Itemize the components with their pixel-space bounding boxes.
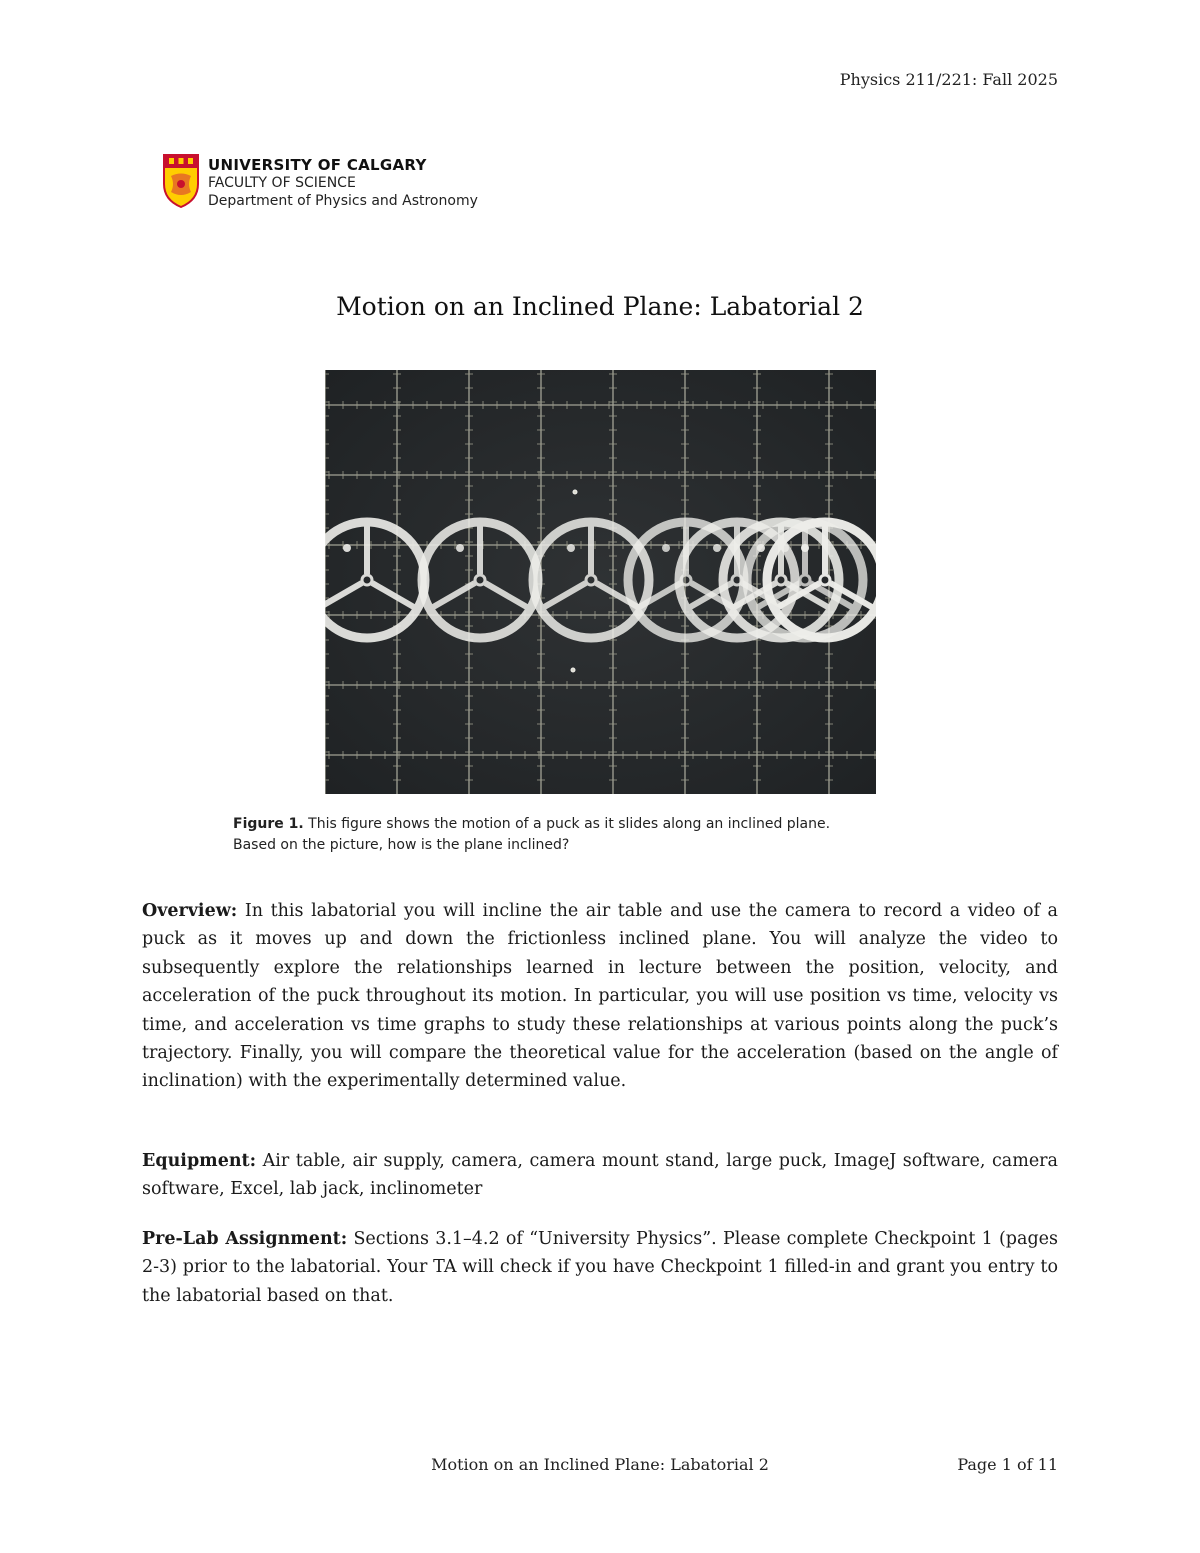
prelab-section xyxy=(142,1225,1058,1310)
overview-label: Overview: xyxy=(142,901,238,921)
page-number: Page 1 of 11 xyxy=(957,1455,1058,1474)
puck-motion-photo xyxy=(325,370,876,794)
overview-text: In this labatorial you will incline the air table and use the camera to record a video of a puck as it moves up and down the frictionless inclined plane. You will analyze the video to subsequently explore the relationships learned in lecture between the position, velocity, and acceleration of the puck throughout its motion. In particular, you will use position vs time, velocity vs time, and acceleration vs time graphs to study these relationships at various points along the puck’s trajectory. Finally, you will compare the theoretical value for the acceleration (based on the angle of inclination) with the experimentally determined value. xyxy=(142,901,1058,1092)
equipment-text: Air table, air supply, camera, camera mount stand, large puck, ImageJ software, camera software, Excel, lab jack, inclinometer xyxy=(142,1151,1058,1200)
university-crest-icon xyxy=(163,154,199,208)
figure-caption xyxy=(233,814,993,856)
equipment-section xyxy=(142,1147,1058,1204)
prelab-text: Sections 3.1–4.2 of “University Physics”. Please complete Checkpoint 1 (pages 2-3) prior to the labatorial. Your TA will check if you have Checkpoint 1 filled-in and grant you entry to the labatorial based on that. xyxy=(142,1229,1058,1306)
course-header: Physics 211/221: Fall 2025 xyxy=(839,70,1058,89)
footer-title: Motion on an Inclined Plane: Labatorial 2 xyxy=(431,1455,769,1474)
overview-section xyxy=(142,897,1058,1096)
logo-university-name: UNIVERSITY OF CALGARY xyxy=(208,156,427,174)
document-title: Motion on an Inclined Plane: Labatorial 2 xyxy=(336,292,864,321)
prelab-label: Pre-Lab Assignment: xyxy=(142,1229,348,1249)
figure-caption-line-2: Based on the picture, how is the plane inclined? xyxy=(233,837,570,853)
university-logo xyxy=(163,154,478,210)
equipment-label: Equipment: xyxy=(142,1151,257,1171)
figure-caption-line-1: This figure shows the motion of a puck as it slides along an inclined plane. xyxy=(308,816,831,832)
logo-department-name: Department of Physics and Astronomy xyxy=(208,193,478,209)
logo-faculty-name: FACULTY OF SCIENCE xyxy=(208,175,356,191)
figure-label: Figure 1. xyxy=(233,816,304,832)
